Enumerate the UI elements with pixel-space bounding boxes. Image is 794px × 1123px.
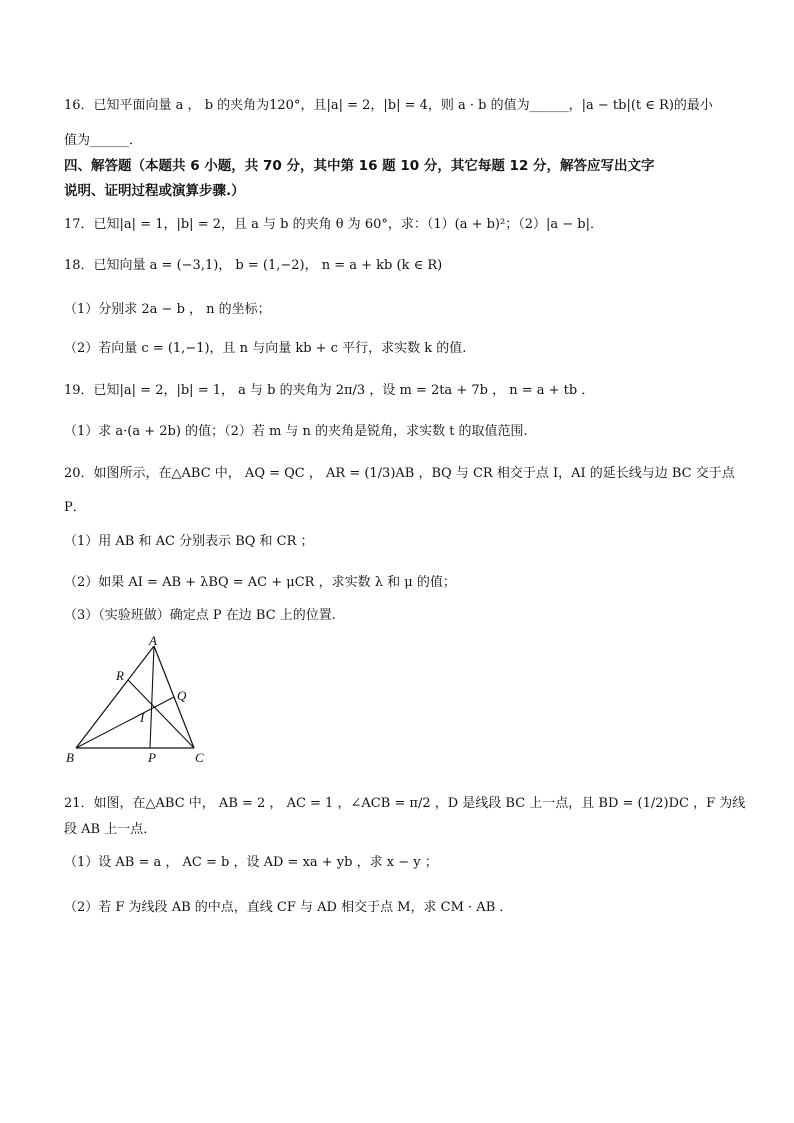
label-b: B	[66, 750, 74, 764]
question-20-part-2: （2）如果 AI = AB + λBQ = AC + μCR ，求实数 λ 和 μ 的值；	[64, 575, 456, 590]
question-20-line-1: 20．如图所示，在△ABC 中， AQ = QC ， AR = (1/3)AB ，BQ 与 CR 相交于点 I，AI 的延长线与边 BC 交于点	[64, 466, 735, 481]
question-21-part-1: （1）设 AB = a ， AC = b ，设 AD = xa + yb ，求 x − y ；	[64, 855, 438, 870]
label-c: C	[195, 750, 204, 764]
question-20-line-2: P．	[64, 500, 86, 515]
question-18: 18．已知向量 a = (−3,1)， b = (1,−2)， n = a + kb (k ∈ R)	[64, 258, 443, 273]
segment-bq	[76, 697, 174, 748]
triangle-figure	[64, 636, 214, 764]
question-17: 17．已知|a| = 1，|b| = 2，且 a 与 b 的夹角 θ 为 60°，求：（1）(a + b)²；（2）|a − b|．	[64, 217, 603, 232]
question-18-part-2: （2）若向量 c = (1,−1)，且 n 与向量 kb + c 平行，求实数 k 的值.	[64, 341, 467, 356]
question-21-part-2: （2）若 F 为线段 AB 的中点，直线 CF 与 AD 相交于点 M，求 CM · AB ．	[64, 900, 513, 915]
section-4-heading-line-2: 说明、证明过程或演算步骤.）	[64, 183, 245, 199]
segment-ap	[150, 646, 154, 748]
segment-ab	[76, 646, 154, 748]
label-a: A	[149, 636, 157, 648]
question-21-line-1: 21．如图，在△ABC 中， AB = 2 ， AC = 1 ，∠ACB = π/2 ，D 是线段 BC 上一点，且 BD = (1/2)DC ，F 为线	[64, 796, 746, 811]
question-16-line-1: 16．已知平面向量 a ， b 的夹角为120°，且|a| = 2，|b| = 4，则 a · b 的值为______，|a − tb|(t ∈ R)的最小	[64, 98, 713, 113]
question-20-part-3: （3）（实验班做）确定点 P 在边 BC 上的位置.	[64, 608, 336, 623]
section-4-heading-line-1: 四、解答题（本题共 6 小题，共 70 分，其中第 16 题 10 分，其它每题 12 分，解答应写出文字	[64, 158, 655, 174]
question-18-part-1: （1）分别求 2a − b ， n 的坐标；	[64, 302, 271, 317]
question-19-parts: （1）求 a·(a + 2b) 的值；（2）若 m 与 n 的夹角是锐角，求实数 t 的取值范围.	[64, 424, 528, 439]
label-p: P	[148, 750, 156, 764]
label-r: R	[116, 668, 124, 683]
question-21-line-2: 段 AB 上一点．	[64, 822, 157, 837]
label-i: I	[140, 710, 145, 725]
label-q: Q	[177, 688, 187, 703]
question-19: 19．已知|a| = 2，|b| = 1， a 与 b 的夹角为 2π/3 ，设 m = 2ta + 7b ， n = a + tb ．	[64, 383, 595, 398]
question-16-line-2: 值为______．	[64, 133, 143, 148]
question-20-part-1: （1）用 AB 和 AC 分别表示 BQ 和 CR ；	[64, 534, 314, 549]
